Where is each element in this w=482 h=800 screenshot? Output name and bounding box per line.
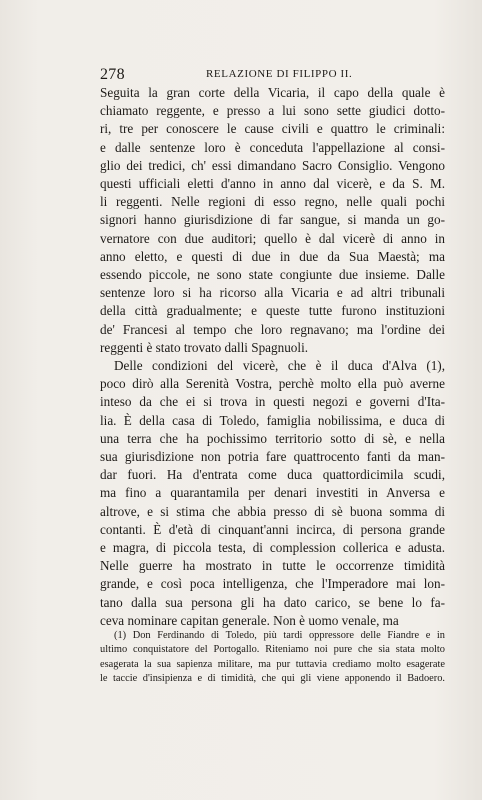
- text-line: ma fino a quarantamila per denari investiti in Anversa e: [100, 485, 445, 501]
- text-line: altrove, e si stima che abbia presso di sè buona somma di: [100, 503, 445, 519]
- text-line: anno eletto, e questi di due in due da Sua Maestà; ma: [100, 248, 445, 264]
- text-line: lia. È della casa di Toledo, famiglia nobilissima, e duca di: [100, 412, 445, 428]
- text-line: glio dei tredici, ch' essi dimandano Sacro Consiglio. Vengono: [100, 157, 445, 173]
- footnote-line: ultimo conquistatore del Portogallo. Riteniamo noi pure che sia stata molto: [100, 644, 445, 656]
- text-line: essendo piccole, ne sono state congiunte due insieme. Dalle: [100, 267, 445, 283]
- text-line: questi ufficiali eletti d'anno in anno dal vicerè, e da S. M.: [100, 176, 445, 192]
- paragraph-1: [100, 84, 445, 357]
- running-title: RELAZIONE DI FILIPPO II.: [206, 68, 353, 80]
- body-text: [100, 84, 445, 630]
- text-line: una terra che ha pochissimo territorio sotto di sè, e nella: [100, 430, 445, 446]
- paragraph-2: [100, 357, 445, 630]
- footnote-line: (1) Don Ferdinando di Toledo, più tardi oppressore delle Fiandre e in: [114, 630, 445, 641]
- text-line: e dalle sentenze loro è conceduta l'appellazione al consi-: [100, 139, 445, 155]
- text-line: della città gradualmente; e queste tutte furono instituzioni: [100, 303, 445, 319]
- text-line: Nelle guerre ha mostrato in tutte le occorrenze timidità: [100, 558, 445, 574]
- footnote-line: esagerata la sua sapienza militare, ma pur tuttavia crediamo molto esagerate: [100, 658, 445, 670]
- text-line: Seguita la gran corte della Vicaria, il capo della quale è: [100, 85, 445, 100]
- text-line: poco dirò alla Serenità Vostra, perchè molto ella può averne: [100, 376, 445, 392]
- text-line: grande, e così poca intelligenza, che l'Imperadore mai lon-: [100, 576, 445, 592]
- text-line: li reggenti. Nelle regioni di esso regno, nelle quali pochi: [100, 194, 445, 210]
- text-line: dar fuori. Ha d'entrata come duca quattordicimila scudi,: [100, 467, 445, 483]
- page-number: 278: [100, 66, 125, 83]
- text-line: contanti. È d'età di cinquant'anni incirca, di persona grande: [100, 521, 445, 537]
- text-line: tano dalla sua persona gli ha dato carico, se bene lo fa-: [100, 594, 445, 610]
- text-line: reggenti è stato trovato dalli Spagnuoli.: [100, 339, 309, 355]
- text-line: de' Francesi al tempo che loro regnavano; ma l'ordine dei: [100, 321, 445, 337]
- page-header: [100, 66, 445, 82]
- footnote-line: le taccie d'insipienza e di timidità, che qui gli viene apponendo il Badoero.: [100, 673, 445, 685]
- text-line: ceva nominare capitan generale. Non è uomo venale, ma: [100, 612, 399, 628]
- text-line: chiamato reggente, e presso a lui sono sette giudici dotto-: [100, 103, 445, 119]
- text-line: Delle condizioni del vicerè, che è il duca d'Alva (1),: [114, 358, 445, 374]
- text-line: signori hanno giurisdizione di far sangue, si manda un go-: [100, 212, 445, 228]
- text-line: sua giurisdizione non potria fare quattrocento fanti da man-: [100, 449, 445, 465]
- text-line: sentenze loro si ha ricorso alla Vicaria e ad altri tribunali: [100, 285, 445, 301]
- text-line: ri, tre per conoscere le cause civili e quattro le criminali:: [100, 121, 445, 137]
- footnote: [100, 629, 445, 687]
- text-line: vernatore con due auditori; quello è dal vicerè di anno in: [100, 230, 445, 246]
- text-line: inteso da che ei si trova in questi negozi e governi d'Ita-: [100, 394, 445, 410]
- text-line: e magra, di piccola testa, di complession collerica e adusta.: [100, 540, 445, 556]
